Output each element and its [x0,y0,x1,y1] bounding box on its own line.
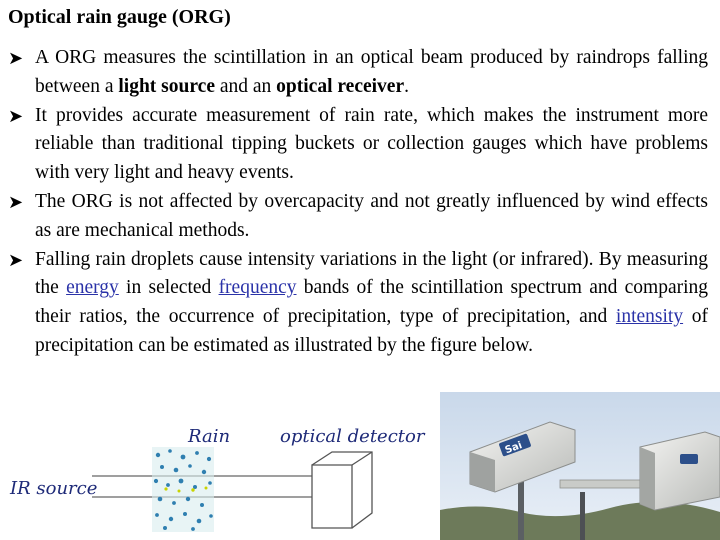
bullet-item-1 [8,44,708,102]
bullet-item-2 [8,102,708,188]
optical-detector-label: optical detector [280,426,425,447]
rain-label: Rain [188,426,231,447]
arrow-bullet-icon: ➤ [8,105,24,126]
bullet-4-text-b: in selected [118,277,219,299]
org-instrument-photo [440,392,720,540]
bullet-4-text-d: of precipitation can be estimated as illustrated by the figure below. [35,306,708,356]
optical-detector-box [312,452,372,528]
link-intensity[interactable]: intensity [615,306,684,328]
bullet-1-text-b: and an [214,75,277,97]
raindrop-field [152,447,214,532]
arrow-bullet-icon: ➤ [8,249,24,270]
link-energy[interactable]: energy [66,277,119,299]
org-schematic-diagram [0,415,440,540]
bullet-3-text: The ORG is not affected by overcapacity and not greatly influenced by wind effects as are mechanical methods. [35,190,708,241]
bullet-4-text-c: bands of the scintillation spectrum and comparing their ratios, the occurrence of precipitation, type of precipitation, and [35,277,709,328]
link-frequency[interactable]: frequency [218,277,297,299]
bullet-1-text-a: A ORG measures the scintillation in an optical beam produced by raindrops falling between a [35,47,708,97]
bullet-item-3 [8,188,708,246]
bullet-1-text-c: . [404,75,409,97]
bullet-4-text-a: Falling rain droplets cause intensity variations in the light (or infrared). By measuring the [35,248,708,299]
arrow-bullet-icon: ➤ [8,48,24,68]
bullet-item-4 [8,246,708,361]
slide-title: Optical rain gauge (ORG) [8,6,231,28]
bullet-list [8,44,708,361]
sai-logo-text: Sai [503,439,524,457]
bullet-1-bold-light-source: light source [118,75,215,97]
bullet-2-text: It provides accurate measurement of rain rate, which makes the instrument more reliable than traditional tipping buckets or collection gauges which have problems with very light and heavy events. [35,104,708,184]
ir-source-label: IR source [10,478,98,499]
bullet-1-bold-optical-receiver: optical receiver [276,75,405,97]
arrow-bullet-icon: ➤ [8,191,24,212]
